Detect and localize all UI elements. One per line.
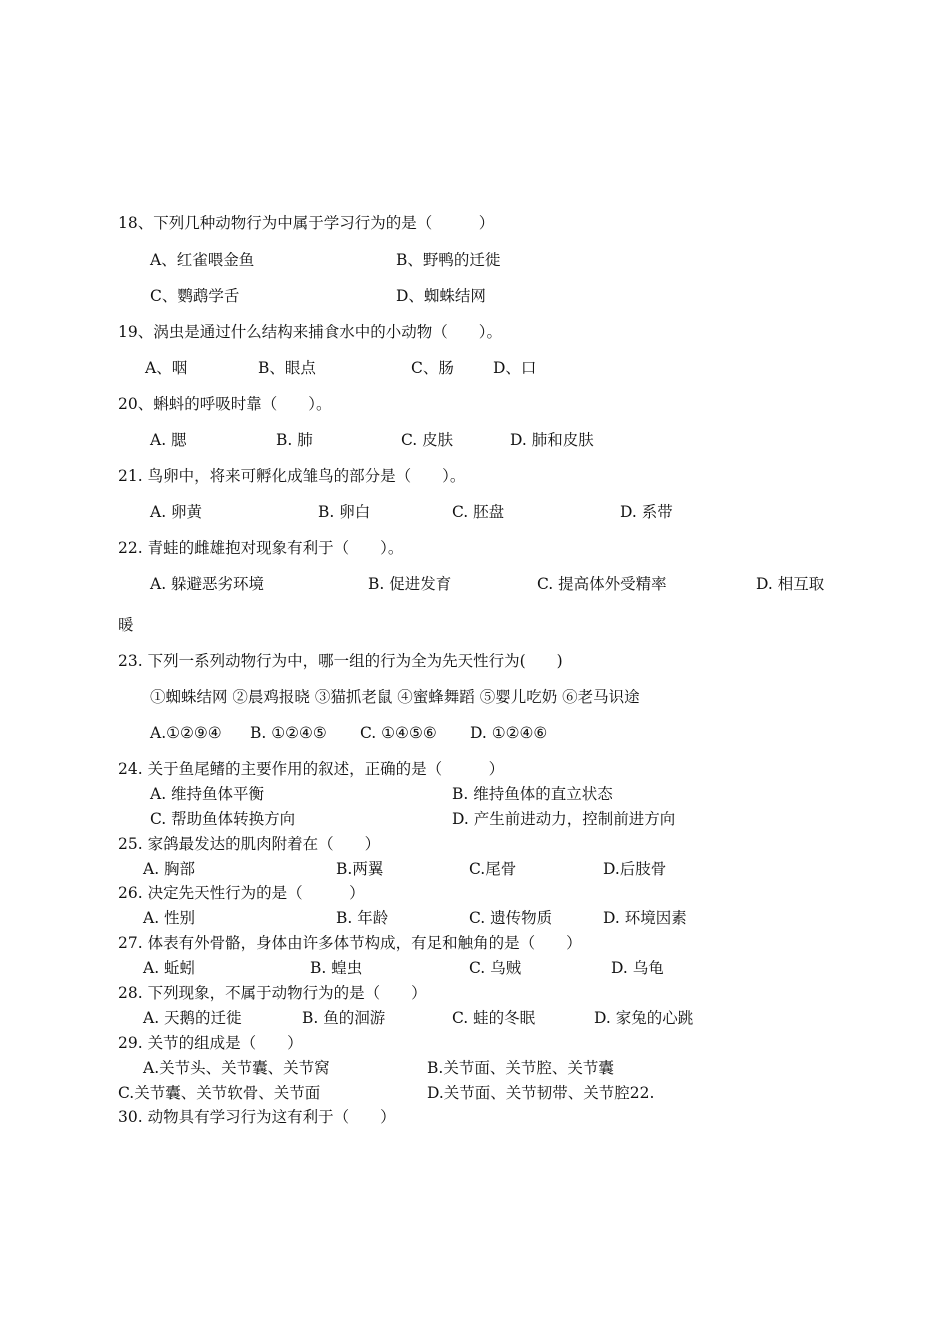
q28-option-d: D. 家兔的心跳 <box>594 1009 694 1027</box>
q22-option-b: B. 促进发育 <box>368 575 452 593</box>
q18-option-d: D、蜘蛛结网 <box>396 287 486 305</box>
q20-option-d: D. 肺和皮肤 <box>510 431 594 449</box>
question-30-stem: 30. 动物具有学习行为这有利于（ ） <box>118 1108 396 1126</box>
q25-option-b: B.两翼 <box>336 860 384 878</box>
q23-option-a: A.①②⑨④ <box>150 724 222 742</box>
question-18-stem: 18、下列几种动物行为中属于学习行为的是（ ） <box>118 214 495 232</box>
q18-option-b: B、野鸭的迁徙 <box>396 251 501 269</box>
q26-option-c: C. 遗传物质 <box>469 909 553 927</box>
q29-option-b: B.关节面、关节腔、关节囊 <box>427 1059 614 1077</box>
q22-option-a: A. 躲避恶劣环境 <box>150 575 265 593</box>
question-20-stem: 20、蝌蚪的呼吸时靠（ ）。 <box>118 395 332 413</box>
q25-option-a: A. 胸部 <box>143 860 196 878</box>
question-24-stem: 24. 关于鱼尾鳍的主要作用的叙述，正确的是（ ） <box>118 760 505 778</box>
q20-option-b: B. 肺 <box>276 431 313 449</box>
q25-option-c: C.尾骨 <box>469 860 517 878</box>
q29-option-d: D.关节面、关节韧带、关节腔22. <box>427 1084 655 1102</box>
question-27-stem: 27. 体表有外骨骼，身体由许多体节构成，有足和触角的是（ ） <box>118 934 582 952</box>
q21-option-b: B. 卵白 <box>318 503 371 521</box>
question-19-stem: 19、涡虫是通过什么结构来捕食水中的小动物（ ）。 <box>118 323 502 341</box>
q20-option-a: A. 腮 <box>150 431 187 449</box>
q21-option-a: A. 卵黄 <box>150 503 203 521</box>
q26-option-a: A. 性别 <box>143 909 196 927</box>
question-25-stem: 25. 家鸽最发达的肌肉附着在（ ） <box>118 835 381 853</box>
q28-option-b: B. 鱼的洄游 <box>302 1009 386 1027</box>
q28-option-c: C. 蛙的冬眠 <box>452 1009 536 1027</box>
q22-option-c: C. 提高体外受精率 <box>537 575 667 593</box>
q27-option-b: B. 蝗虫 <box>310 959 363 977</box>
q26-option-d: D. 环境因素 <box>603 909 687 927</box>
q25-option-d: D.后肢骨 <box>603 860 667 878</box>
q22-option-d-continued: 暖 <box>118 616 134 634</box>
q26-option-b: B. 年龄 <box>336 909 389 927</box>
q23-option-d: D. ①②④⑥ <box>470 724 548 742</box>
q23-option-c: C. ①④⑤⑥ <box>360 724 437 742</box>
q21-option-d: D. 系带 <box>620 503 673 521</box>
q19-option-a: A、咽 <box>145 359 188 377</box>
q24-option-b: B. 维持鱼体的直立状态 <box>452 785 613 803</box>
q19-option-d: D、口 <box>493 359 537 377</box>
q18-option-c: C、鹦鹉学舌 <box>150 287 240 305</box>
q24-option-d: D. 产生前进动力，控制前进方向 <box>452 810 676 828</box>
q24-option-c: C. 帮助鱼体转换方向 <box>150 810 296 828</box>
q23-items: ①蜘蛛结网 ②晨鸡报晓 ③猫抓老鼠 ④蜜蜂舞蹈 ⑤婴儿吃奶 ⑥老马识途 <box>150 688 640 706</box>
q29-option-a: A.关节头、关节囊、关节窝 <box>143 1059 330 1077</box>
q23-option-b: B. ①②④⑤ <box>250 724 327 742</box>
q24-option-a: A. 维持鱼体平衡 <box>150 785 265 803</box>
question-29-stem: 29. 关节的组成是（ ） <box>118 1034 303 1052</box>
q28-option-a: A. 天鹅的迁徙 <box>143 1009 242 1027</box>
question-23-stem: 23. 下列一系列动物行为中，哪一组的行为全为先天性行为( ) <box>118 652 563 670</box>
q29-option-c: C.关节囊、关节软骨、关节面 <box>118 1084 321 1102</box>
question-22-stem: 22. 青蛙的雌雄抱对现象有利于（ ）。 <box>118 539 404 557</box>
q18-option-a: A、红雀喂金鱼 <box>150 251 255 269</box>
question-28-stem: 28. 下列现象，不属于动物行为的是（ ） <box>118 984 427 1002</box>
q22-option-d: D. 相互取 <box>756 575 825 593</box>
q20-option-c: C. 皮肤 <box>401 431 454 449</box>
q27-option-c: C. 乌贼 <box>469 959 522 977</box>
q21-option-c: C. 胚盘 <box>452 503 505 521</box>
q19-option-b: B、眼点 <box>258 359 316 377</box>
question-26-stem: 26. 决定先天性行为的是（ ） <box>118 884 365 902</box>
q27-option-a: A. 蚯蚓 <box>143 959 196 977</box>
question-21-stem: 21. 鸟卵中，将来可孵化成雏鸟的部分是（ ）。 <box>118 467 466 485</box>
q19-option-c: C、肠 <box>411 359 454 377</box>
q27-option-d: D. 乌龟 <box>611 959 664 977</box>
